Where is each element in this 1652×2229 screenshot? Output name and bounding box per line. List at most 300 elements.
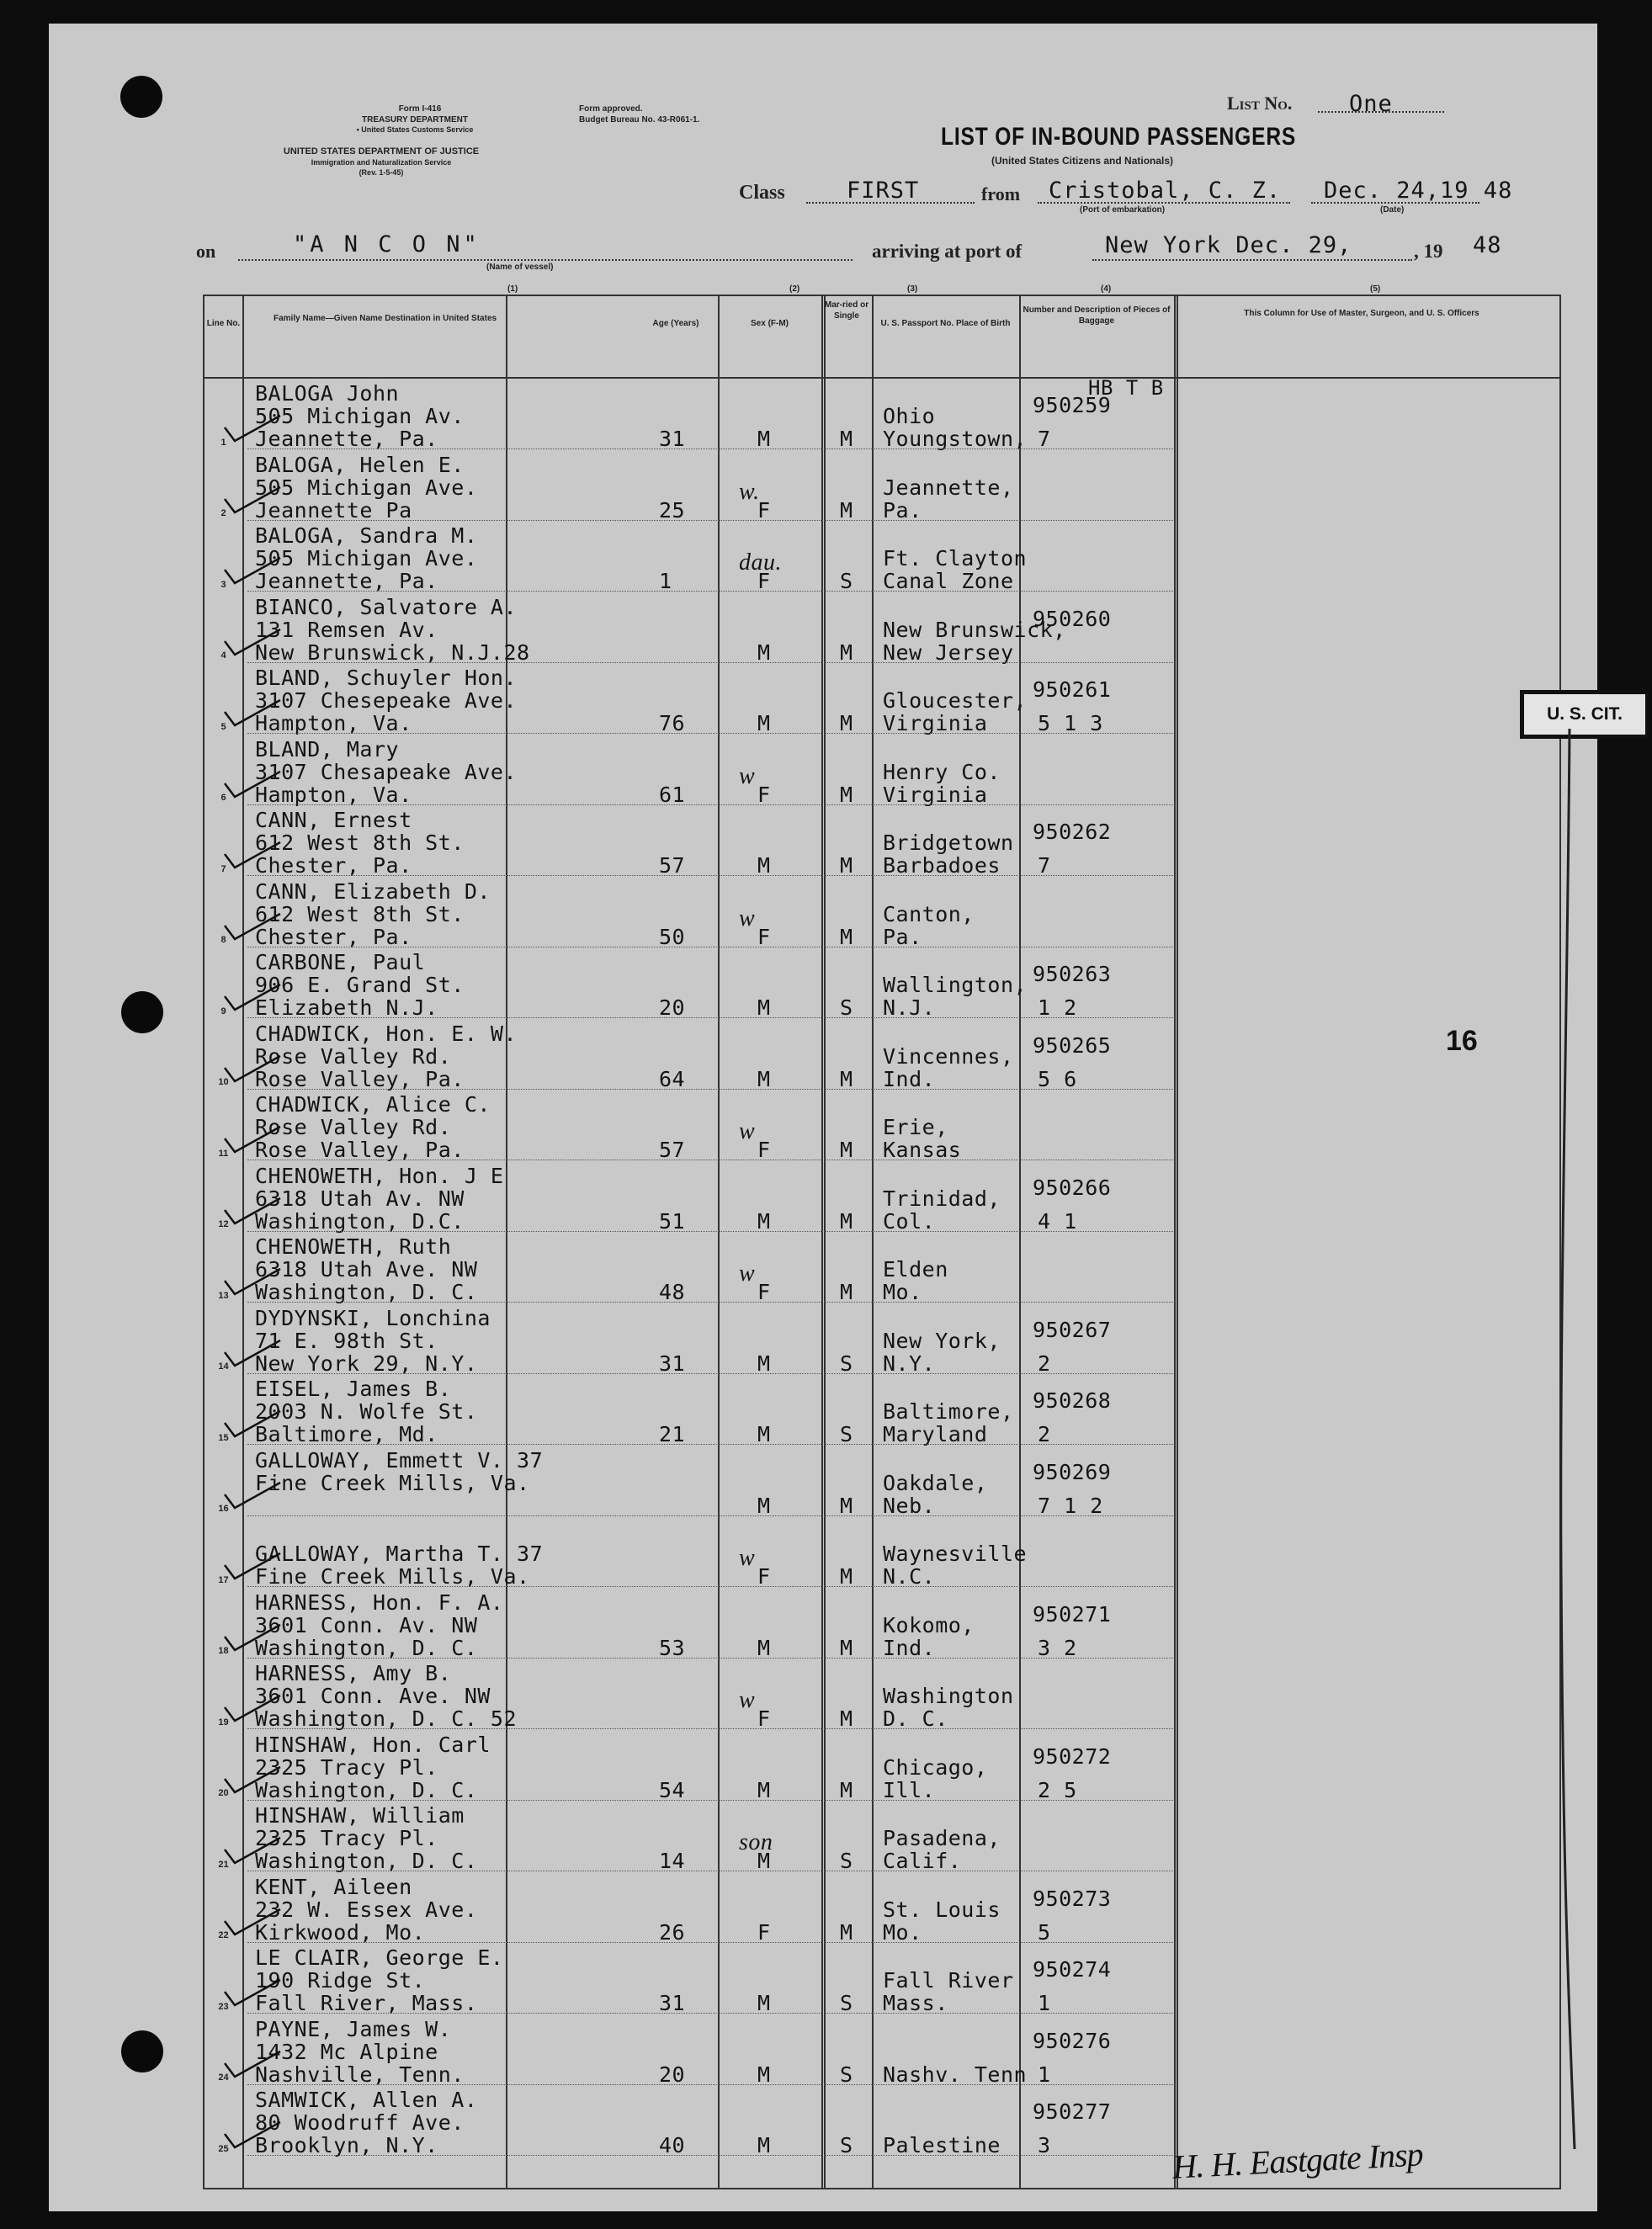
col-name-destination: Family Name—Given Name Destination in United States xyxy=(274,314,497,323)
marital-status: M xyxy=(840,1493,853,1518)
col-passport-birthplace: U. S. Passport No. Place of Birth xyxy=(880,319,1011,328)
col-line-no: Line No. xyxy=(206,319,241,328)
table-row xyxy=(205,1872,1559,1944)
name-line-3: New Brunswick, N.J.28 xyxy=(255,640,530,665)
checkmark-icon xyxy=(221,2048,282,2082)
name-line-2: 6318 Utah Av. NW xyxy=(255,1186,465,1211)
line-number: 15 xyxy=(218,1432,229,1443)
baggage-count: 1 xyxy=(1038,2062,1051,2087)
birthplace-line-2: Nashv. Tenn xyxy=(883,2062,1028,2087)
checkmark-icon xyxy=(221,1550,282,1584)
name-line-2: 2003 N. Wolfe St. xyxy=(255,1399,478,1424)
sex-value: M xyxy=(757,1422,771,1446)
age-value: 20 xyxy=(659,995,686,1020)
table-row xyxy=(205,450,1559,522)
sex-value: F xyxy=(757,924,771,949)
relation-note: w xyxy=(739,1687,756,1713)
checkmark-icon xyxy=(221,484,282,517)
baggage-subheader: HB T B xyxy=(1088,376,1164,400)
age-value: 57 xyxy=(659,853,686,878)
age-value: 64 xyxy=(659,1066,686,1091)
name-line-3: Chester, Pa. xyxy=(255,924,412,949)
port-value: New York Dec. 29, xyxy=(1105,232,1352,258)
birthplace-line-2: N.J. xyxy=(883,995,936,1020)
passport-number: 950268 xyxy=(1033,1388,1112,1413)
name-line-1: BALOGA John xyxy=(255,381,400,406)
age-value: 31 xyxy=(659,1351,686,1376)
sex-value: M xyxy=(757,1777,771,1802)
marital-status: M xyxy=(840,1564,853,1589)
name-line-1: HINSHAW, Hon. Carl xyxy=(255,1732,491,1757)
customs-label: • United States Customs Service xyxy=(356,125,474,134)
name-line-1: BIANCO, Salvatore A. xyxy=(255,594,518,619)
name-line-3: Fall River, Mass. xyxy=(255,1991,478,2015)
sex-value: F xyxy=(757,1138,771,1162)
birthplace-line-2: Mo. xyxy=(883,1919,922,1945)
name-line-2: 2325 Tracy Pl. xyxy=(255,1826,438,1850)
birthplace-line-2: Mass. xyxy=(883,1991,948,2015)
birthplace-line-2: Pa. xyxy=(883,497,922,523)
punch-hole-bottom xyxy=(121,2030,163,2072)
age-value: 20 xyxy=(659,2062,686,2087)
relation-note: w xyxy=(739,762,756,789)
line-number: 9 xyxy=(220,1006,226,1016)
revision-label: (Rev. 1-5-45) xyxy=(359,168,404,177)
name-line-3: Hampton, Va. xyxy=(255,711,412,735)
marital-status: M xyxy=(840,782,853,807)
table-row xyxy=(205,1658,1559,1730)
name-line-1: BLAND, Schuyler Hon. xyxy=(255,666,518,690)
name-line-2: Rose Valley Rd. xyxy=(255,1115,452,1139)
age-value: 57 xyxy=(659,1138,686,1162)
on-label: on xyxy=(196,241,216,262)
sex-value: F xyxy=(757,1706,771,1731)
col-married: Mar-ried or Single xyxy=(824,300,869,321)
punch-hole-middle xyxy=(121,991,163,1033)
name-line-2: 80 Woodruff Ave. xyxy=(255,2110,465,2135)
line-number: 18 xyxy=(218,1646,229,1656)
officer-vertical-line xyxy=(1551,727,1652,2157)
birthplace-line-2: Maryland xyxy=(883,1422,988,1446)
name-line-1: CHENOWETH, Ruth xyxy=(255,1234,452,1259)
passport-number: 950260 xyxy=(1033,606,1112,631)
name-line-1: CHADWICK, Hon. E. W. xyxy=(255,1021,518,1046)
line-number: 8 xyxy=(220,935,226,945)
name-line-2: 6318 Utah Ave. NW xyxy=(255,1257,478,1282)
table-row xyxy=(205,1588,1559,1659)
sex-value: M xyxy=(757,853,771,878)
from-caption: (Port of embarkation) xyxy=(1080,205,1166,215)
class-value: FIRST xyxy=(847,178,920,204)
vessel-caption: (Name of vessel) xyxy=(486,263,554,272)
table-row xyxy=(205,1090,1559,1161)
checkmark-icon xyxy=(221,2119,282,2152)
col-number-3: (3) xyxy=(907,284,918,294)
marital-status: M xyxy=(840,1777,853,1802)
baggage-count: 7 xyxy=(1038,853,1051,878)
sex-value: M xyxy=(757,1351,771,1376)
marital-status: M xyxy=(840,1919,853,1945)
birthplace-line-2: Virginia xyxy=(883,711,988,735)
ins-label: Immigration and Naturalization Service xyxy=(311,158,452,167)
line-number: 20 xyxy=(218,1788,229,1798)
name-line-2: 131 Remsen Av. xyxy=(255,617,438,642)
name-line-3: Nashville, Tenn. xyxy=(255,2062,465,2087)
birthplace-line-1: Kokomo, xyxy=(883,1612,975,1637)
birthplace-line-1: St. Louis xyxy=(883,1897,1001,1922)
marital-status: M xyxy=(840,640,853,665)
us-citizen-stamp: U. S. CIT. xyxy=(1520,690,1649,739)
checkmark-icon xyxy=(221,1123,282,1157)
age-value: 54 xyxy=(659,1777,686,1802)
name-line-3: Baltimore, Md. xyxy=(255,1422,438,1446)
line-number: 10 xyxy=(218,1077,229,1087)
name-line-2: 505 Michigan Av. xyxy=(255,404,465,428)
name-line-1: EISEL, James B. xyxy=(255,1377,452,1401)
table-row xyxy=(205,1516,1559,1588)
manifest-sheet xyxy=(49,24,1623,2211)
checkmark-icon xyxy=(221,981,282,1015)
relation-note: w. xyxy=(739,478,760,505)
line-number: 4 xyxy=(220,650,226,661)
birthplace-line-1: Erie, xyxy=(883,1115,948,1139)
birthplace-line-1: Baltimore, xyxy=(883,1399,1014,1424)
marital-status: M xyxy=(840,1635,853,1660)
name-line-3: Rose Valley, Pa. xyxy=(255,1066,465,1091)
table-row xyxy=(205,376,1559,451)
table-row xyxy=(205,1161,1559,1233)
sex-value: F xyxy=(757,1564,771,1589)
table-row xyxy=(205,1232,1559,1303)
checkmark-icon xyxy=(221,1764,282,1797)
birthplace-line-1: Fall River xyxy=(883,1968,1014,1993)
name-line-1: BLAND, Mary xyxy=(255,736,400,762)
baggage-count: 5 1 3 xyxy=(1038,711,1103,735)
checkmark-icon xyxy=(221,555,282,588)
marital-status: S xyxy=(840,1422,853,1446)
table-row xyxy=(205,1019,1559,1091)
name-line-3: Rose Valley, Pa. xyxy=(255,1138,465,1162)
name-line-2: GALLOWAY, Martha T. 37 xyxy=(255,1542,544,1566)
approval-label: Form approved. xyxy=(579,104,643,114)
document-subtitle: (United States Citizens and Nationals) xyxy=(991,155,1174,167)
sex-value: M xyxy=(757,640,771,665)
age-value: 76 xyxy=(659,711,686,735)
line-number: 1 xyxy=(220,437,226,448)
name-line-1: KENT, Aileen xyxy=(255,1874,412,1899)
birthplace-line-2: Mo. xyxy=(883,1280,922,1304)
checkmark-icon xyxy=(221,412,282,446)
table-row xyxy=(205,1801,1559,1872)
name-line-1: HINSHAW, William xyxy=(255,1803,465,1828)
name-line-1: CHENOWETH, Hon. J E xyxy=(255,1163,504,1188)
marital-status: M xyxy=(840,427,853,451)
marital-status: M xyxy=(840,924,853,949)
line-number: 5 xyxy=(220,721,226,732)
name-line-1: PAYNE, James W. xyxy=(255,2016,452,2041)
checkmark-icon xyxy=(221,1621,282,1655)
age-value: 26 xyxy=(659,1919,686,1945)
age-value: 50 xyxy=(659,924,686,949)
checkmark-icon xyxy=(221,910,282,944)
name-line-3: Fine Creek Mills, Va. xyxy=(255,1564,530,1589)
passport-number: 950259 xyxy=(1033,393,1112,417)
checkmark-icon xyxy=(221,768,282,802)
form-number: Form I-416 xyxy=(398,104,442,114)
passport-number: 950265 xyxy=(1033,1032,1112,1058)
table-row xyxy=(205,2014,1559,2086)
checkmark-icon xyxy=(221,1479,282,1513)
marital-status: S xyxy=(840,1351,853,1376)
baggage-count: 1 2 xyxy=(1038,995,1077,1020)
col-sex: Sex (F-M) xyxy=(751,319,789,328)
sex-value: M xyxy=(757,995,771,1020)
checkmark-icon xyxy=(221,1053,282,1086)
baggage-count: 5 6 xyxy=(1038,1066,1077,1091)
checkmark-icon xyxy=(221,1977,282,2010)
checkmark-icon xyxy=(221,1408,282,1441)
birthplace-line-2: Kansas xyxy=(883,1138,962,1162)
name-line-1: SAMWICK, Allen A. xyxy=(255,2088,478,2112)
line-number: 12 xyxy=(218,1219,229,1229)
name-line-1: CHADWICK, Alice C. xyxy=(255,1092,491,1117)
name-line-2: 232 W. Essex Ave. xyxy=(255,1897,478,1922)
name-line-3: Jeannette Pa xyxy=(255,497,412,523)
sex-value: M xyxy=(757,1208,771,1234)
name-line-1: CANN, Ernest xyxy=(255,808,412,832)
table-row xyxy=(205,521,1559,592)
birthplace-line-1: Canton, xyxy=(883,901,975,926)
line-number: 17 xyxy=(218,1574,229,1585)
name-line-3: Jeannette, Pa. xyxy=(255,427,438,451)
name-line-2: 906 E. Grand St. xyxy=(255,973,465,997)
name-line-1: HARNESS, Hon. F. A. xyxy=(255,1589,504,1615)
table-row xyxy=(205,1374,1559,1446)
marital-status: S xyxy=(840,2062,853,2087)
birthplace-line-2: Col. xyxy=(883,1208,936,1234)
birthplace-line-2: Canal Zone xyxy=(883,569,1014,593)
birthplace-line-1: Ft. Clayton xyxy=(883,546,1028,571)
table-row xyxy=(205,1730,1559,1802)
line-number: 2 xyxy=(220,508,226,518)
name-line-2: 3107 Chesepeake Ave. xyxy=(255,688,518,713)
budget-label: Budget Bureau No. 43-R061-1. xyxy=(579,115,700,125)
baggage-count: 2 5 xyxy=(1038,1777,1077,1802)
sex-value: M xyxy=(757,1493,771,1518)
name-line-3: Washington, D. C. xyxy=(255,1777,478,1802)
marital-status: S xyxy=(840,1991,853,2015)
table-row xyxy=(205,1943,1559,2014)
name-line-3: Washington, D. C. xyxy=(255,1280,478,1304)
birthplace-line-2: Ind. xyxy=(883,1066,936,1091)
table-row xyxy=(205,592,1559,664)
line-number: 16 xyxy=(218,1504,229,1514)
line-number: 11 xyxy=(218,1148,229,1159)
birthplace-line-1: Jeannette, xyxy=(883,475,1014,500)
sex-value: M xyxy=(757,427,771,451)
doj-label: UNITED STATES DEPARTMENT OF JUSTICE xyxy=(283,146,480,157)
name-line-1: LE CLAIR, George E. xyxy=(255,1945,504,1970)
birthplace-line-1: New York, xyxy=(883,1328,1001,1353)
age-value: 40 xyxy=(659,2133,686,2157)
name-line-3: Brooklyn, N.Y. xyxy=(255,2133,438,2157)
line-number: 21 xyxy=(218,1859,229,1870)
name-line-2: 3601 Conn. Ave. NW xyxy=(255,1684,491,1708)
checkmark-icon xyxy=(221,1834,282,1868)
name-line-3: Washington, D. C. xyxy=(255,1635,478,1660)
line-number: 3 xyxy=(220,579,226,590)
sex-value: F xyxy=(757,497,771,523)
birthplace-line-1: Elden xyxy=(883,1257,948,1282)
passport-number: 950276 xyxy=(1033,2028,1112,2053)
sex-value: F xyxy=(757,1280,771,1304)
baggage-count: 7 1 2 xyxy=(1038,1493,1103,1518)
sex-value: M xyxy=(757,1849,771,1873)
line-number: 13 xyxy=(218,1290,229,1301)
name-line-2: 3107 Chesapeake Ave. xyxy=(255,759,518,784)
marital-status: M xyxy=(840,1066,853,1091)
relation-note: w xyxy=(739,905,756,931)
table-row xyxy=(205,877,1559,948)
document-title: LIST OF IN-BOUND PASSENGERS xyxy=(941,123,1297,151)
name-line-1: DYDYNSKI, Lonchina xyxy=(255,1305,491,1330)
line-number: 14 xyxy=(218,1361,229,1372)
name-line-3: Washington, D. C. 52 xyxy=(255,1706,518,1731)
birthplace-line-2: Ind. xyxy=(883,1635,936,1660)
name-line-1: CARBONE, Paul xyxy=(255,950,426,974)
birthplace-line-2: N.C. xyxy=(883,1564,936,1589)
name-line-3: Jeannette, Pa. xyxy=(255,569,438,593)
marital-status: M xyxy=(840,1280,853,1304)
line-number: 25 xyxy=(218,2143,229,2154)
name-line-2: 612 West 8th St. xyxy=(255,831,465,855)
line-number: 24 xyxy=(218,2072,229,2083)
sex-value: F xyxy=(757,782,771,807)
birthplace-line-1: Bridgetown xyxy=(883,831,1014,855)
sex-value: M xyxy=(757,1066,771,1091)
name-line-1: HARNESS, Amy B. xyxy=(255,1661,452,1685)
list-no-label: List No. xyxy=(1227,93,1293,114)
col-number-2: (2) xyxy=(789,284,800,294)
name-line-3: Washington, D.C. xyxy=(255,1208,465,1234)
baggage-count: 1 xyxy=(1038,1991,1051,2015)
vessel-name: "A N C O N" xyxy=(293,231,481,257)
checkmark-icon xyxy=(221,1906,282,1940)
relation-note: w xyxy=(739,1118,756,1144)
age-value: 48 xyxy=(659,1280,686,1304)
sex-value: F xyxy=(757,569,771,593)
col-baggage: Number and Description of Pieces of Baggage xyxy=(1023,305,1171,326)
age-value: 61 xyxy=(659,782,686,807)
name-line-1: GALLOWAY, Emmett V. 37 xyxy=(255,1447,544,1473)
line-number: 19 xyxy=(218,1717,229,1727)
birthplace-line-2: D. C. xyxy=(883,1706,948,1731)
col-age: Age (Years) xyxy=(652,319,699,328)
checkmark-icon xyxy=(221,626,282,660)
birthplace-line-1: Wallington, xyxy=(883,973,1028,997)
age-value: 25 xyxy=(659,497,686,523)
checkmark-icon xyxy=(221,1337,282,1371)
table-row xyxy=(205,1446,1559,1517)
from-label: from xyxy=(981,183,1021,204)
treasury-label: TREASURY DEPARTMENT xyxy=(362,115,468,125)
marital-status: M xyxy=(840,711,853,735)
baggage-count: 7 xyxy=(1038,427,1051,451)
name-line-2: 3601 Conn. Av. NW xyxy=(255,1612,478,1637)
birthplace-line-2: Calif. xyxy=(883,1849,962,1873)
birthplace-line-2: Youngstown, xyxy=(883,427,1028,451)
passport-number: 950267 xyxy=(1033,1317,1112,1342)
table-row xyxy=(205,947,1559,1019)
name-line-2: Rose Valley Rd. xyxy=(255,1043,452,1069)
age-value: 51 xyxy=(659,1208,686,1234)
table-row xyxy=(205,1303,1559,1375)
line-number: 6 xyxy=(220,793,226,803)
baggage-count: 3 2 xyxy=(1038,1635,1077,1660)
birthplace-line-1: Oakdale, xyxy=(883,1470,988,1495)
table-row xyxy=(205,735,1559,806)
passenger-table xyxy=(203,295,1623,2189)
marital-status: S xyxy=(840,2133,853,2157)
birthplace-line-2: New Jersey xyxy=(883,640,1014,665)
marital-status: M xyxy=(840,1138,853,1162)
passport-number: 950271 xyxy=(1033,1601,1112,1627)
relation-note: son xyxy=(739,1829,773,1855)
marital-status: S xyxy=(840,995,853,1020)
baggage-count: 4 1 xyxy=(1038,1208,1077,1234)
sex-value: F xyxy=(757,1919,771,1945)
birthplace-line-2: Ill. xyxy=(883,1777,936,1802)
baggage-count: 5 xyxy=(1038,1919,1051,1945)
sex-value: M xyxy=(757,1991,771,2015)
marital-status: M xyxy=(840,853,853,878)
birthplace-line-1: Chicago, xyxy=(883,1754,988,1780)
name-line-2: 71 E. 98th St. xyxy=(255,1328,438,1353)
passport-number: 950274 xyxy=(1033,1957,1112,1982)
birthplace-line-1: Henry Co. xyxy=(883,759,1001,784)
line-number: 22 xyxy=(218,1930,229,1940)
checkmark-icon xyxy=(221,1195,282,1229)
sex-value: M xyxy=(757,2062,771,2087)
relation-note: w xyxy=(739,1260,756,1287)
name-line-2: 190 Ridge St. xyxy=(255,1968,426,1993)
checkmark-icon xyxy=(221,839,282,873)
from-value: Cristobal, C. Z. xyxy=(1049,178,1282,204)
name-line-3: Elizabeth N.J. xyxy=(255,995,438,1020)
date-value: Dec. 24,19 48 xyxy=(1324,178,1513,204)
age-value: 1 xyxy=(659,569,672,593)
name-line-1: BALOGA, Helen E. xyxy=(255,452,465,477)
name-line-2: 612 West 8th St. xyxy=(255,901,465,926)
name-line-3: Chester, Pa. xyxy=(255,853,412,878)
arriving-label: arriving at port of xyxy=(872,241,1023,262)
age-value: 14 xyxy=(659,1849,686,1873)
birthplace-line-1: Vincennes, xyxy=(883,1043,1014,1069)
birthplace-line-1: Washington xyxy=(883,1684,1014,1708)
age-value: 31 xyxy=(659,1991,686,2015)
marital-status: M xyxy=(840,1208,853,1234)
name-line-3: New York 29, N.Y. xyxy=(255,1351,478,1376)
sex-value: M xyxy=(757,1635,771,1660)
checkmark-icon xyxy=(221,1692,282,1726)
list-no-value: One xyxy=(1349,91,1393,117)
age-value: 53 xyxy=(659,1635,686,1660)
name-line-2: Fine Creek Mills, Va. xyxy=(255,1470,530,1495)
birthplace-line-2: N.Y. xyxy=(883,1351,936,1376)
class-label: Class xyxy=(739,182,785,204)
name-line-1: BALOGA, Sandra M. xyxy=(255,523,478,548)
marital-status: M xyxy=(840,1706,853,1731)
